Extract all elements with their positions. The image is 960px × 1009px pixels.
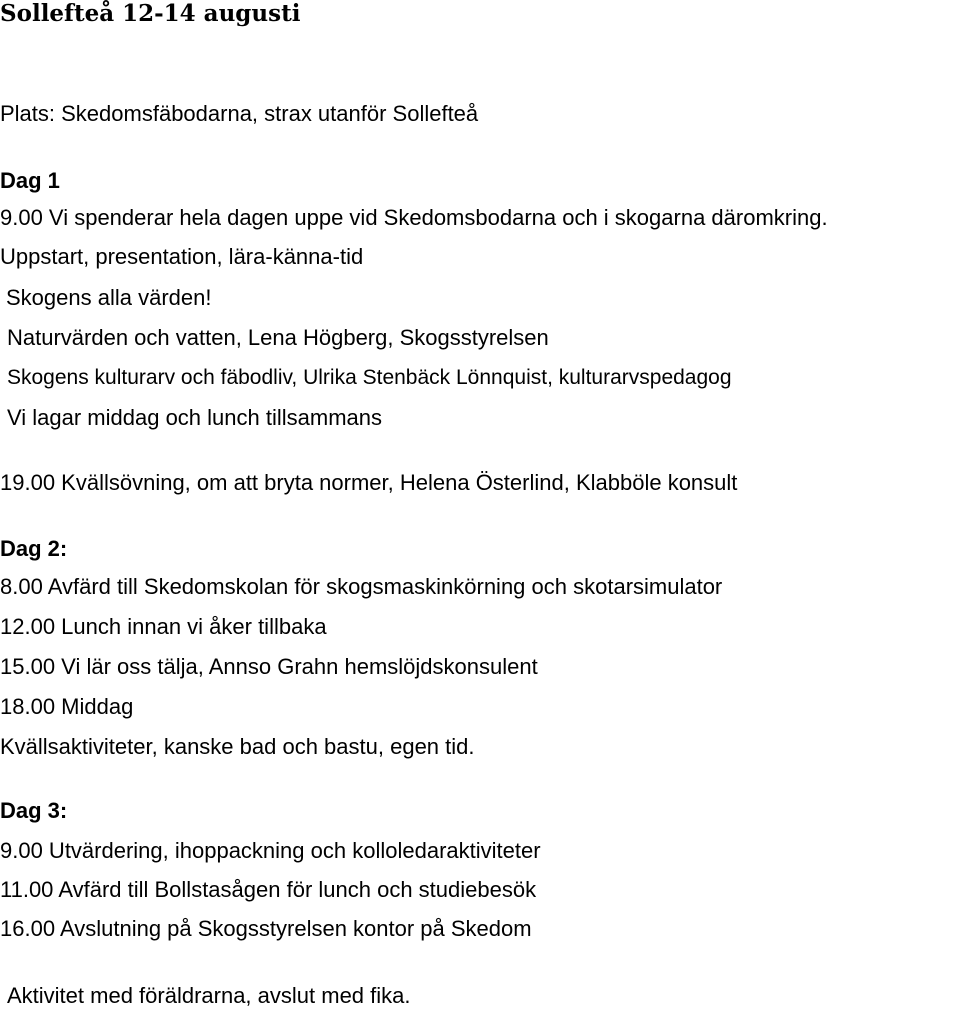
day3-item: 16.00 Avslutning på Skogsstyrelsen kontor på Skedom [0,916,532,941]
day2-item: 15.00 Vi lär oss tälja, Annso Grahn hemslöjdskonsulent [0,654,538,679]
day2-item: 18.00 Middag [0,694,134,719]
day2-item: Kvällsaktiviteter, kanske bad och bastu, egen tid. [0,734,475,759]
day2-item: 8.00 Avfärd till Skedomskolan för skogsmaskinkörning och skotarsimulator [0,574,723,599]
day1-item: Skogens kulturarv och fäbodliv, Ulrika Stenbäck Lönnquist, kulturarvspedagog [7,366,732,389]
day1-evening: 19.00 Kvällsövning, om att bryta normer, Helena Österlind, Klabböle konsult [0,470,738,495]
day3-item: 9.00 Utvärdering, ihoppackning och kolloledaraktiviteter [0,838,541,863]
day1-item: Vi lagar middag och lunch tillsammans [7,405,382,430]
day1-item: Uppstart, presentation, lära-känna-tid [0,244,364,269]
closing-line: Aktivitet med föräldrarna, avslut med fika. [7,983,411,1008]
day1-item: Naturvärden och vatten, Lena Högberg, Skogsstyrelsen [7,325,549,350]
venue-line: Plats: Skedomsfäbodarna, strax utanför Sollefteå [0,101,479,126]
day3-heading: Dag 3: [0,798,68,823]
day1-item: 9.00 Vi spenderar hela dagen uppe vid Skedomsbodarna och i skogarna däromkring. [0,205,828,230]
page-title: Sollefteå 12-14 augusti [0,0,301,27]
day2-heading: Dag 2: [0,536,68,561]
day3-item: 11.00 Avfärd till Bollstasågen för lunch och studiebesök [0,877,537,902]
day2-item: 12.00 Lunch innan vi åker tillbaka [0,614,327,639]
day1-item: Skogens alla värden! [6,285,212,310]
day1-heading: Dag 1 [0,168,60,193]
